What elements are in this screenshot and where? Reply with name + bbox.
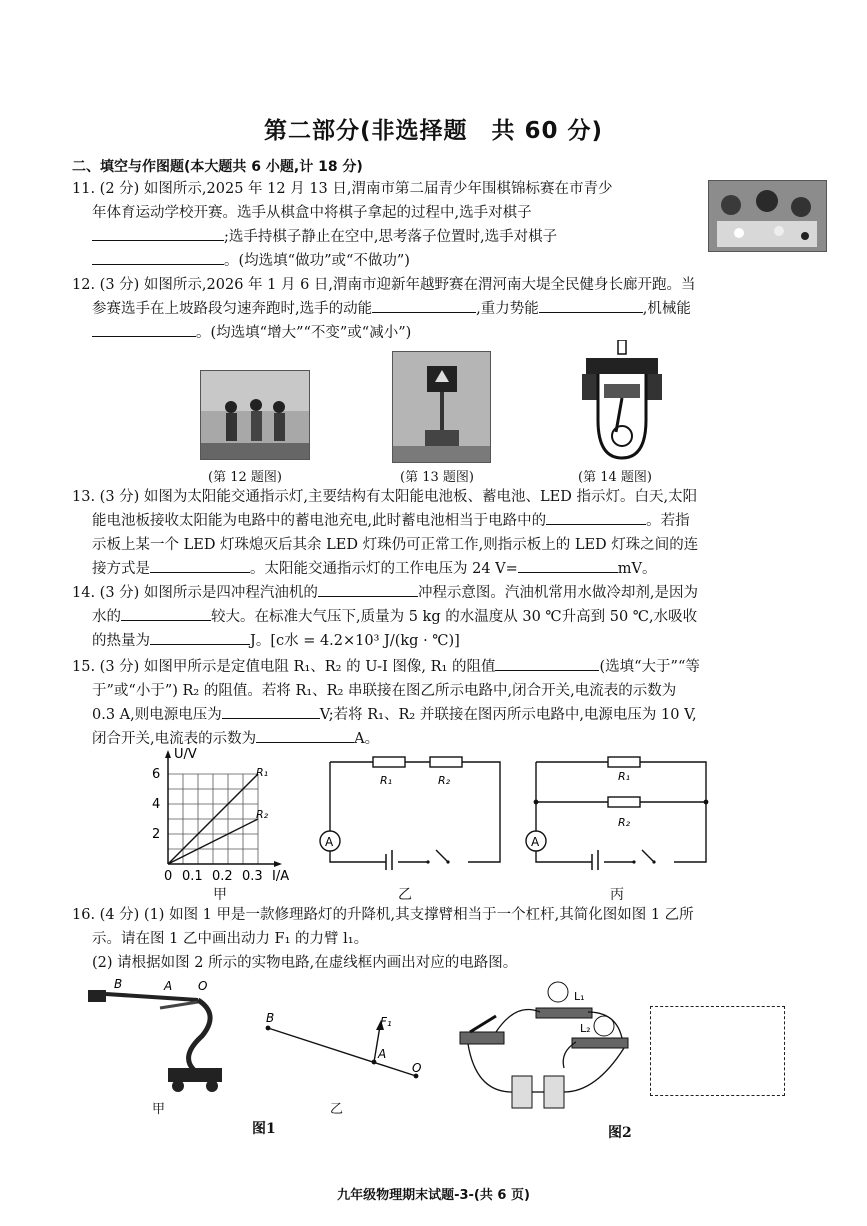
bing-r2-label: R₂	[618, 816, 631, 829]
yi-r2-label: R₂	[438, 774, 451, 787]
q13-blank2[interactable]	[150, 558, 250, 573]
q12-line3	[92, 322, 411, 344]
fig1-jia-label-o: O	[198, 979, 208, 993]
section-heading: 二、填空与作图题(本大题共 6 小题,计 18 分)	[72, 159, 363, 175]
page-title: 第二部分(非选择题 共 60 分)	[263, 118, 604, 144]
graph-ytick-4: 4	[152, 797, 161, 812]
battery-1	[512, 1076, 532, 1108]
circuit-answer-box[interactable]	[650, 1006, 785, 1096]
bulb-l2-base	[572, 1038, 628, 1048]
graph-xtick-01: 0.1	[182, 869, 203, 884]
fig1-jia-lift	[80, 974, 240, 1094]
fig1-yi-label-a: A	[378, 1047, 387, 1061]
bing-resistor-r1	[608, 757, 640, 767]
yi-resistor-r1	[373, 757, 405, 767]
q12-l2a: 参赛选手在上坡路段匀速奔跑时,选手的动能	[92, 301, 373, 317]
circuit-bing	[524, 752, 714, 870]
q11-line3	[92, 226, 557, 248]
fig1-jia-label-b: B	[114, 977, 123, 991]
fig1-yi-caption: 乙	[330, 1102, 344, 1117]
q15-l3b: V;若将 R₁、R₂ 并联接在图丙所示电路中,电源电压为 10 V,	[319, 707, 697, 723]
fig14-engine-diagram	[580, 340, 664, 464]
q12-l2b: ,重力势能	[476, 301, 539, 317]
q14-l1a: 14. (3 分) 如图所示是四冲程汽油机的	[72, 585, 318, 601]
q16-line2: 示。请在图 1 乙中画出动力 F₁ 的力臂 l₁。	[92, 931, 369, 947]
q16-line3: (2) 请根据如图 2 所示的实物电路,在虚线框内画出对应的电路图。	[92, 955, 518, 971]
q14-blank2[interactable]	[121, 606, 211, 621]
fig1-yi-lever	[256, 1010, 432, 1094]
q15-line1	[72, 656, 700, 678]
q13-l2b: 。若指	[646, 513, 690, 529]
q11-line4-text: 。(均选填“做功”或“不做功”)	[224, 253, 410, 269]
q14-line2	[92, 606, 697, 628]
q15-l4b: A。	[354, 731, 380, 747]
fig2-physical-circuit	[456, 972, 638, 1112]
q12-blank1[interactable]	[372, 298, 476, 313]
yi-ammeter-label: A	[325, 835, 334, 849]
bulb-l1	[548, 982, 568, 1002]
fig1-yi-label-o: O	[412, 1061, 422, 1075]
graph-ytick-2: 2	[152, 827, 161, 842]
q11-blank2[interactable]	[92, 250, 224, 265]
q13-line3: 示板上某一个 LED 灯珠熄灭后其余 LED 灯珠仍可正常工作,则指示板上的 LED 灯珠之间的连	[92, 537, 699, 553]
yi-r1-label: R₁	[380, 774, 393, 787]
fig2-label-l2: L₂	[580, 1022, 591, 1035]
fig1-jia-caption: 甲	[152, 1102, 166, 1117]
q12-blank2[interactable]	[539, 298, 643, 313]
bing-resistor-r2	[608, 797, 640, 807]
fig1-yi-label-f1: F₁	[380, 1015, 392, 1029]
graph-xlabel: I/A	[272, 869, 290, 884]
fig13-caption: (第 13 题图)	[400, 470, 474, 485]
q12-blank3[interactable]	[92, 322, 196, 337]
switch-base	[460, 1032, 504, 1044]
bing-ammeter-label: A	[531, 835, 540, 849]
lever-bar	[268, 1028, 416, 1076]
q11-line1: 11. (2 分) 如图所示,2025 年 12 月 13 日,渭南市第二届青少年围棋锦标赛在市青少	[72, 181, 613, 197]
battery-2	[544, 1076, 564, 1108]
graph-ytick-6: 6	[152, 767, 161, 782]
q12-l3: 。(均选填“增大”“不变”或“减小”)	[196, 325, 412, 341]
bing-caption: 丙	[610, 887, 624, 903]
q14-l2b: 较大。在标准大气压下,质量为 5 kg 的水温度从 30 ℃升高到 50 ℃,水吸收	[211, 609, 698, 625]
fig14-caption: (第 14 题图)	[578, 470, 652, 485]
fig1-caption: 图1	[252, 1121, 276, 1137]
fig2-label-l1: L₁	[574, 990, 585, 1003]
q11-line3-text: ;选手持棋子静止在空中,思考落子位置时,选手对棋子	[224, 229, 558, 245]
circuit-yi	[318, 752, 508, 870]
q14-l1b: 冲程示意图。汽油机常用水做冷却剂,是因为	[417, 585, 699, 601]
fig12-caption: (第 12 题图)	[208, 470, 282, 485]
graph-caption: 甲	[213, 887, 227, 903]
fig12-runners-photo	[200, 370, 310, 460]
q14-blank1[interactable]	[318, 582, 418, 597]
ui-graph	[146, 746, 306, 896]
fig2-caption: 图2	[608, 1125, 632, 1141]
fig1-yi-label-b: B	[266, 1011, 275, 1025]
q15-blank3[interactable]	[256, 728, 354, 743]
q11-line4	[92, 250, 410, 272]
graph-xtick-0: 0	[164, 869, 173, 884]
graph-xtick-02: 0.2	[212, 869, 233, 884]
graph-ylabel: U/V	[174, 747, 197, 762]
q13-l2a: 能电池板接收太阳能为电路中的蓄电池充电,此时蓄电池相当于电路中的	[92, 513, 547, 529]
graph-r1-label: R₁	[256, 766, 269, 779]
q13-line2	[92, 510, 690, 532]
q14-blank3[interactable]	[150, 630, 250, 645]
q13-blank3[interactable]	[518, 558, 618, 573]
go-tournament-photo	[708, 180, 827, 252]
fig1-jia-label-a: A	[164, 979, 173, 993]
bulb-l1-base	[536, 1008, 592, 1018]
q14-l2a: 水的	[92, 609, 121, 625]
graph-r2-label: R₂	[256, 808, 269, 821]
q15-blank2[interactable]	[222, 704, 320, 719]
q11-blank1[interactable]	[92, 226, 224, 241]
q13-l4b: 。太阳能交通指示灯的工作电压为 24 V=	[250, 561, 518, 577]
q13-line4	[92, 558, 657, 580]
q13-line1: 13. (3 分) 如图为太阳能交通指示灯,主要结构有太阳能电池板、蓄电池、LED 指示灯。白天,太阳	[72, 489, 698, 505]
q16-line1: 16. (4 分) (1) 如图 1 甲是一款修理路灯的升降机,其支撑臂相当于一个杠杆,其简化图如图 1 乙所	[72, 907, 694, 923]
q14-l3b: J。[c水 = 4.2×10³ J/(kg · ℃)]	[250, 633, 460, 649]
switch-lever	[470, 1016, 496, 1032]
q15-l1a: 15. (3 分) 如图甲所示是定值电阻 R₁、R₂ 的 U-I 图像, R₁ 的阻值	[72, 659, 496, 675]
q14-line1	[72, 582, 698, 604]
fig13-solar-traffic-light-photo	[392, 351, 491, 463]
q14-l3a: 的热量为	[92, 633, 150, 649]
page-footer: 九年级物理期末试题-3-(共 6 页)	[337, 1188, 530, 1203]
q12-line2	[92, 298, 691, 320]
yi-caption: 乙	[398, 887, 412, 903]
q13-blank1[interactable]	[546, 510, 646, 525]
q12-l2c: ,机械能	[642, 301, 691, 317]
q14-line3	[92, 630, 460, 652]
q13-l4c: mV。	[617, 561, 657, 577]
q15-line3	[92, 704, 697, 726]
graph-xtick-03: 0.3	[242, 869, 263, 884]
bing-r1-label: R₁	[618, 770, 631, 783]
q13-l4a: 接方式是	[92, 561, 150, 577]
q15-line2: 于”或“小于”) R₂ 的阻值。若将 R₁、R₂ 串联接在图乙所示电路中,闭合开关,电流表的示数为	[92, 683, 677, 699]
q15-l4a: 闭合开关,电流表的示数为	[92, 731, 257, 747]
yi-resistor-r2	[430, 757, 462, 767]
q15-l3a: 0.3 A,则电源电压为	[92, 707, 222, 723]
q15-blank1[interactable]	[495, 656, 599, 671]
q12-line1: 12. (3 分) 如图所示,2026 年 1 月 6 日,渭南市迎新年越野赛在渭河南大堤全民健身长廊开跑。当	[72, 277, 696, 293]
q11-line2: 年体育运动学校开赛。选手从棋盒中将棋子拿起的过程中,选手对棋子	[92, 205, 532, 221]
q15-l1b: (选填“大于”“等	[599, 659, 700, 675]
